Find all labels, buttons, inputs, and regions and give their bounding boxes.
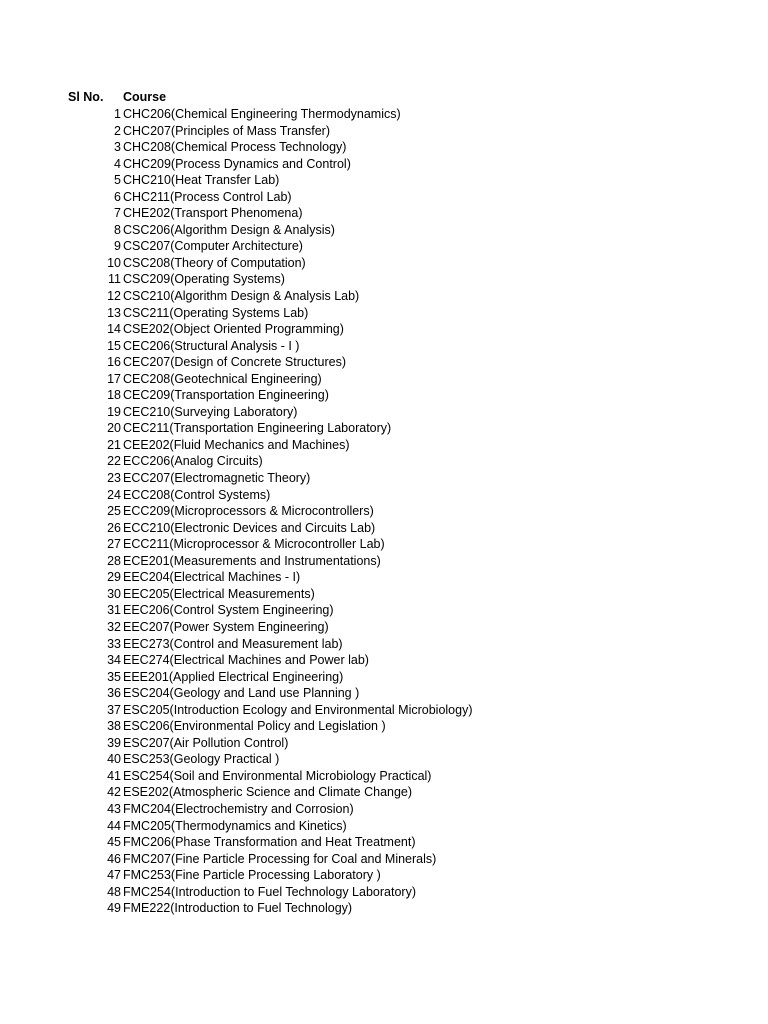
table-row bbox=[0, 470, 768, 487]
table-row bbox=[0, 222, 768, 239]
table-row bbox=[0, 669, 768, 686]
table-row bbox=[0, 536, 768, 553]
table-row bbox=[0, 784, 768, 801]
course-name: CHC206(Chemical Engineering Thermodynamics) bbox=[123, 107, 401, 121]
row-number: 31 bbox=[107, 603, 121, 618]
table-row bbox=[0, 900, 768, 917]
table-row bbox=[0, 718, 768, 735]
row-number: 21 bbox=[107, 437, 121, 452]
row-number: 13 bbox=[107, 305, 121, 320]
table-row bbox=[0, 652, 768, 669]
row-number: 39 bbox=[107, 735, 121, 750]
course-name: FMC206(Phase Transformation and Heat Treatment) bbox=[123, 835, 416, 850]
row-number: 32 bbox=[107, 619, 121, 634]
course-name: CHC211(Process Control Lab) bbox=[123, 189, 292, 204]
row-number: 25 bbox=[107, 504, 121, 519]
table-row bbox=[0, 338, 768, 355]
row-number: 15 bbox=[107, 338, 121, 353]
row-number: 36 bbox=[107, 686, 121, 701]
table-row bbox=[0, 255, 768, 272]
course-name: CEE202(Fluid Mechanics and Machines) bbox=[123, 437, 350, 452]
course-list bbox=[0, 106, 768, 917]
course-name: CSC207(Computer Architecture) bbox=[123, 239, 303, 254]
row-number: 9 bbox=[114, 239, 121, 254]
table-row bbox=[0, 106, 768, 123]
row-number: 17 bbox=[107, 371, 121, 386]
table-row bbox=[0, 867, 768, 884]
course-name: ESC204(Geology and Land use Planning ) bbox=[123, 686, 360, 701]
row-number: 35 bbox=[107, 669, 121, 684]
table-row bbox=[0, 851, 768, 868]
course-name: EEC207(Power System Engineering) bbox=[123, 619, 329, 634]
course-name: ECE201(Measurements and Instrumentations) bbox=[123, 553, 381, 568]
table-row bbox=[0, 735, 768, 752]
course-name: CEC211(Transportation Engineering Laboratory) bbox=[123, 421, 392, 436]
row-number: 18 bbox=[107, 388, 121, 403]
course-name: CEC206(Structural Analysis - I ) bbox=[123, 338, 300, 353]
course-name: FMC205(Thermodynamics and Kinetics) bbox=[123, 818, 347, 833]
table-row bbox=[0, 387, 768, 404]
row-number: 43 bbox=[107, 801, 121, 816]
row-number: 12 bbox=[107, 289, 121, 304]
row-number: 42 bbox=[107, 785, 121, 800]
course-name: EEC206(Control System Engineering) bbox=[123, 603, 334, 618]
course-name: EEC273(Control and Measurement lab) bbox=[123, 636, 343, 651]
course-name: FMC254(Introduction to Fuel Technology Laboratory) bbox=[123, 884, 416, 899]
row-number: 47 bbox=[107, 868, 121, 883]
row-number: 40 bbox=[107, 752, 121, 767]
course-name: ECC206(Analog Circuits) bbox=[123, 454, 263, 469]
course-name: ESC206(Environmental Policy and Legislation ) bbox=[123, 719, 386, 734]
row-number: 20 bbox=[107, 421, 121, 436]
table-row bbox=[0, 619, 768, 636]
row-number: 1 bbox=[114, 107, 121, 121]
course-name: CSC209(Operating Systems) bbox=[123, 272, 285, 287]
row-number: 29 bbox=[107, 570, 121, 585]
table-row bbox=[0, 487, 768, 504]
course-name: CEC210(Surveying Laboratory) bbox=[123, 404, 298, 419]
course-name: CSC208(Theory of Computation) bbox=[123, 255, 306, 270]
row-number: 8 bbox=[114, 222, 121, 237]
table-row bbox=[0, 420, 768, 437]
course-name: EEC204(Electrical Machines - I) bbox=[123, 570, 301, 585]
course-name: ESC207(Air Pollution Control) bbox=[123, 735, 289, 750]
row-number: 27 bbox=[107, 537, 121, 552]
table-row bbox=[0, 305, 768, 322]
row-number: 30 bbox=[107, 586, 121, 601]
table-row bbox=[0, 437, 768, 454]
table-row bbox=[0, 371, 768, 388]
row-number: 24 bbox=[107, 487, 121, 502]
row-number: 11 bbox=[108, 272, 121, 287]
table-row bbox=[0, 453, 768, 470]
course-name: ECC208(Control Systems) bbox=[123, 487, 271, 502]
course-name: EEC205(Electrical Measurements) bbox=[123, 586, 315, 601]
course-name: CEC207(Design of Concrete Structures) bbox=[123, 355, 347, 370]
table-row bbox=[0, 569, 768, 586]
course-name: ECC209(Microprocessors & Microcontrollers) bbox=[123, 504, 374, 519]
course-name: ESE202(Atmospheric Science and Climate Change) bbox=[123, 785, 413, 800]
table-row bbox=[0, 238, 768, 255]
row-number: 38 bbox=[107, 719, 121, 734]
table-row bbox=[0, 288, 768, 305]
table-row bbox=[0, 123, 768, 140]
course-name: CHC207(Principles of Mass Transfer) bbox=[123, 123, 331, 138]
course-name: FMC207(Fine Particle Processing for Coal and Minerals) bbox=[123, 851, 437, 866]
row-number: 2 bbox=[114, 123, 121, 138]
course-name: ECC207(Electromagnetic Theory) bbox=[123, 471, 311, 486]
table-row bbox=[0, 321, 768, 338]
row-number: 5 bbox=[114, 173, 121, 188]
table-row bbox=[0, 503, 768, 520]
table-row bbox=[0, 636, 768, 653]
course-name: EEE201(Applied Electrical Engineering) bbox=[123, 669, 344, 684]
row-number: 23 bbox=[107, 471, 121, 486]
course-name: ESC253(Geology Practical ) bbox=[123, 752, 280, 767]
row-number: 28 bbox=[107, 553, 121, 568]
table-row bbox=[0, 553, 768, 570]
table-row bbox=[0, 271, 768, 288]
table-row bbox=[0, 404, 768, 421]
course-name: CHE202(Transport Phenomena) bbox=[123, 206, 303, 221]
course-name: CSC210(Algorithm Design & Analysis Lab) bbox=[123, 289, 360, 304]
row-number: 10 bbox=[107, 255, 121, 270]
row-number: 44 bbox=[107, 818, 121, 833]
table-row bbox=[0, 139, 768, 156]
course-name: ECC210(Electronic Devices and Circuits Lab) bbox=[123, 520, 376, 535]
row-number: 33 bbox=[107, 636, 121, 651]
course-name: EEC274(Electrical Machines and Power lab) bbox=[123, 653, 369, 668]
table-row bbox=[0, 751, 768, 768]
row-number: 14 bbox=[107, 322, 121, 337]
row-number: 26 bbox=[107, 520, 121, 535]
table-header bbox=[0, 89, 768, 106]
row-number: 34 bbox=[107, 653, 121, 668]
table-row bbox=[0, 205, 768, 222]
course-name: CSC211(Operating Systems Lab) bbox=[123, 305, 309, 320]
table-row bbox=[0, 702, 768, 719]
course-name: CHC208(Chemical Process Technology) bbox=[123, 140, 347, 155]
row-number: 49 bbox=[107, 901, 121, 916]
table-row bbox=[0, 586, 768, 603]
table-row bbox=[0, 818, 768, 835]
course-name: FME222(Introduction to Fuel Technology) bbox=[123, 901, 353, 916]
table-row bbox=[0, 768, 768, 785]
row-number: 48 bbox=[107, 884, 121, 899]
row-number: 41 bbox=[107, 768, 121, 783]
row-number: 22 bbox=[107, 454, 121, 469]
row-number: 45 bbox=[107, 835, 121, 850]
row-number: 3 bbox=[114, 140, 121, 155]
course-name: ESC205(Introduction Ecology and Environmental Microbiology) bbox=[123, 702, 473, 717]
course-name: ECC211(Microprocessor & Microcontroller Lab) bbox=[123, 537, 385, 552]
row-number: 7 bbox=[114, 206, 121, 221]
row-number: 19 bbox=[107, 404, 121, 419]
table-row bbox=[0, 602, 768, 619]
course-name: CHC209(Process Dynamics and Control) bbox=[123, 156, 351, 171]
table-row bbox=[0, 172, 768, 189]
course-name: CEC209(Transportation Engineering) bbox=[123, 388, 329, 403]
table-row bbox=[0, 834, 768, 851]
row-number: 37 bbox=[107, 702, 121, 717]
row-number: 16 bbox=[107, 355, 121, 370]
table-row bbox=[0, 354, 768, 371]
row-number: 6 bbox=[114, 189, 121, 204]
column-header-sl-no: Sl No. bbox=[68, 90, 104, 104]
course-name: FMC204(Electrochemistry and Corrosion) bbox=[123, 801, 354, 816]
row-number: 46 bbox=[107, 851, 121, 866]
table-row bbox=[0, 685, 768, 702]
course-name: FMC253(Fine Particle Processing Laboratory ) bbox=[123, 868, 381, 883]
row-number: 4 bbox=[114, 156, 121, 171]
course-name: CHC210(Heat Transfer Lab) bbox=[123, 173, 280, 188]
course-name: ESC254(Soil and Environmental Microbiology Practical) bbox=[123, 768, 432, 783]
table-row bbox=[0, 801, 768, 818]
column-header-course: Course bbox=[123, 90, 167, 104]
course-name: CSE202(Object Oriented Programming) bbox=[123, 322, 344, 337]
table-row bbox=[0, 189, 768, 206]
course-name: CEC208(Geotechnical Engineering) bbox=[123, 371, 322, 386]
course-name: CSC206(Algorithm Design & Analysis) bbox=[123, 222, 335, 237]
table-row bbox=[0, 520, 768, 537]
table-row bbox=[0, 884, 768, 901]
table-row bbox=[0, 156, 768, 173]
